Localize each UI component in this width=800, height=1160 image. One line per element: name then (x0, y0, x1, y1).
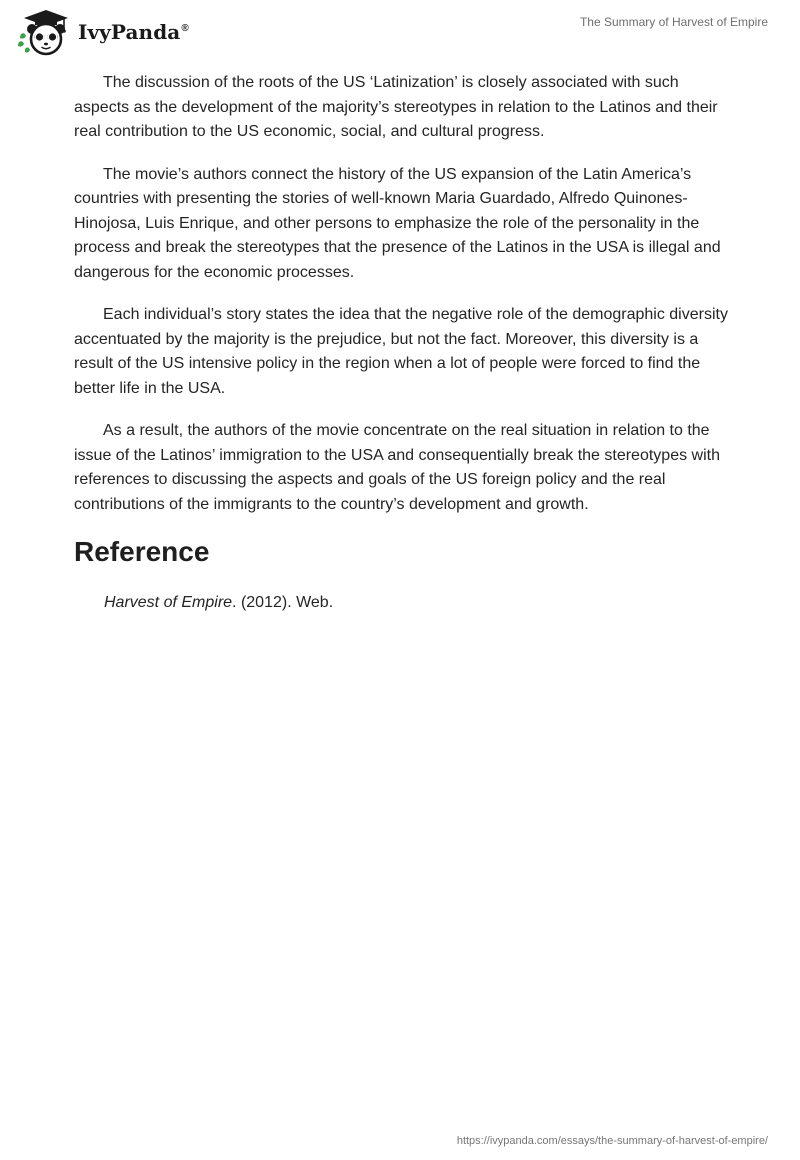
body-paragraph-2: The movie’s authors connect the history of the US expansion of the Latin America’s countries with presenting the stories of well-known Maria Guardado, Alfredo Quinones-Hinojosa, Luis Enrique, and other persons to emphasize the role of the personality in the process and break the stereotypes that the presence of the Latinos in the USA is illegal and dangerous for the economic processes. (74, 165, 721, 281)
reference-heading: Reference (74, 536, 210, 567)
body-paragraph-4: As a result, the authors of the movie concentrate on the real situation in relation to the issue of the Latinos’ immigration to the USA and consequentially break the stereotypes with references to discussing the aspects and goals of the US foreign policy and the real contributions of the immigrants to the country’s development and growth. (74, 422, 720, 513)
page-header (0, 0, 800, 62)
body-paragraph-3: Each individual’s story states the idea that the negative role of the demographic diversity accentuated by the majority is the prejudice, but not the fact. Moreover, this diversity is a result of the US intensive policy in the region when a lot of people were forced to find the better life in the USA. (74, 306, 728, 397)
registered-mark: ® (181, 23, 189, 35)
logo-wordmark: IvyPanda® (78, 20, 189, 44)
reference-details: . (2012). Web. (232, 594, 334, 611)
ivypanda-logo[interactable] (16, 8, 189, 56)
essay-body (74, 71, 729, 615)
footer-source-link[interactable]: https://ivypanda.com/essays/the-summary-of-harvest-of-empire/ (456, 1135, 768, 1147)
document-title: The Summary of Harvest of Empire (579, 15, 768, 29)
reference-entry (74, 591, 729, 615)
panda-graduate-icon (16, 8, 76, 56)
reference-title: Harvest of Empire (104, 594, 233, 611)
body-paragraph-1: The discussion of the roots of the US ‘Latinization’ is closely associated with such aspects as the development of the majority’s stereotypes in relation to the Latinos and their real contribution to the US economic, social, and cultural progress. (74, 74, 718, 140)
